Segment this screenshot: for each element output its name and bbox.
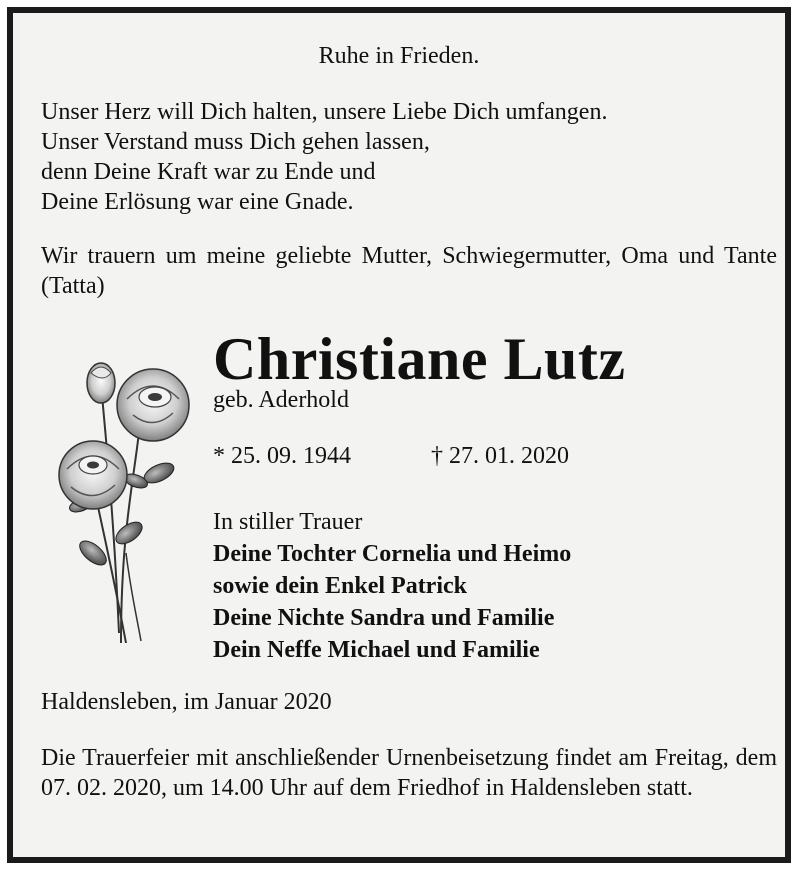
mourner-line: Deine Nichte Sandra und Familie [213,605,555,631]
mourners-intro: In stiller Trauer [213,509,363,535]
maiden-name: geb. Aderhold [213,387,349,413]
funeral-info: Die Trauerfeier mit anschließender Urnenbeisetzung findet am Freitag, dem 07. 02. 2020, um 14.00 Uhr auf dem Friedhof in Haldensleben statt. [41,745,777,801]
header-text: Ruhe in Frieden. [318,43,480,69]
deceased-name: Christiane Lutz [213,326,626,392]
place-date: Haldensleben, im Januar 2020 [41,689,332,715]
intro-text: Wir trauern um meine geliebte Mutter, Schwiegermutter, Oma und Tante (Tatta) [41,243,777,299]
death-date: † 27. 01. 2020 [431,443,569,469]
roses-illustration-icon [41,353,201,643]
poem-line: Unser Verstand muss Dich gehen lassen, [41,129,430,155]
birth-date: * 25. 09. 1944 [213,443,351,469]
mourner-line: Deine Tochter Cornelia und Heimo [213,541,572,567]
poem-line: Unser Herz will Dich halten, unsere Liebe Dich umfangen. [41,99,608,125]
mourner-line: Dein Neffe Michael und Familie [213,637,540,663]
poem-line: Deine Erlösung war eine Gnade. [41,189,354,215]
obituary-notice [7,7,791,863]
poem-line: denn Deine Kraft war zu Ende und [41,159,376,185]
mourner-line: sowie dein Enkel Patrick [213,573,468,599]
